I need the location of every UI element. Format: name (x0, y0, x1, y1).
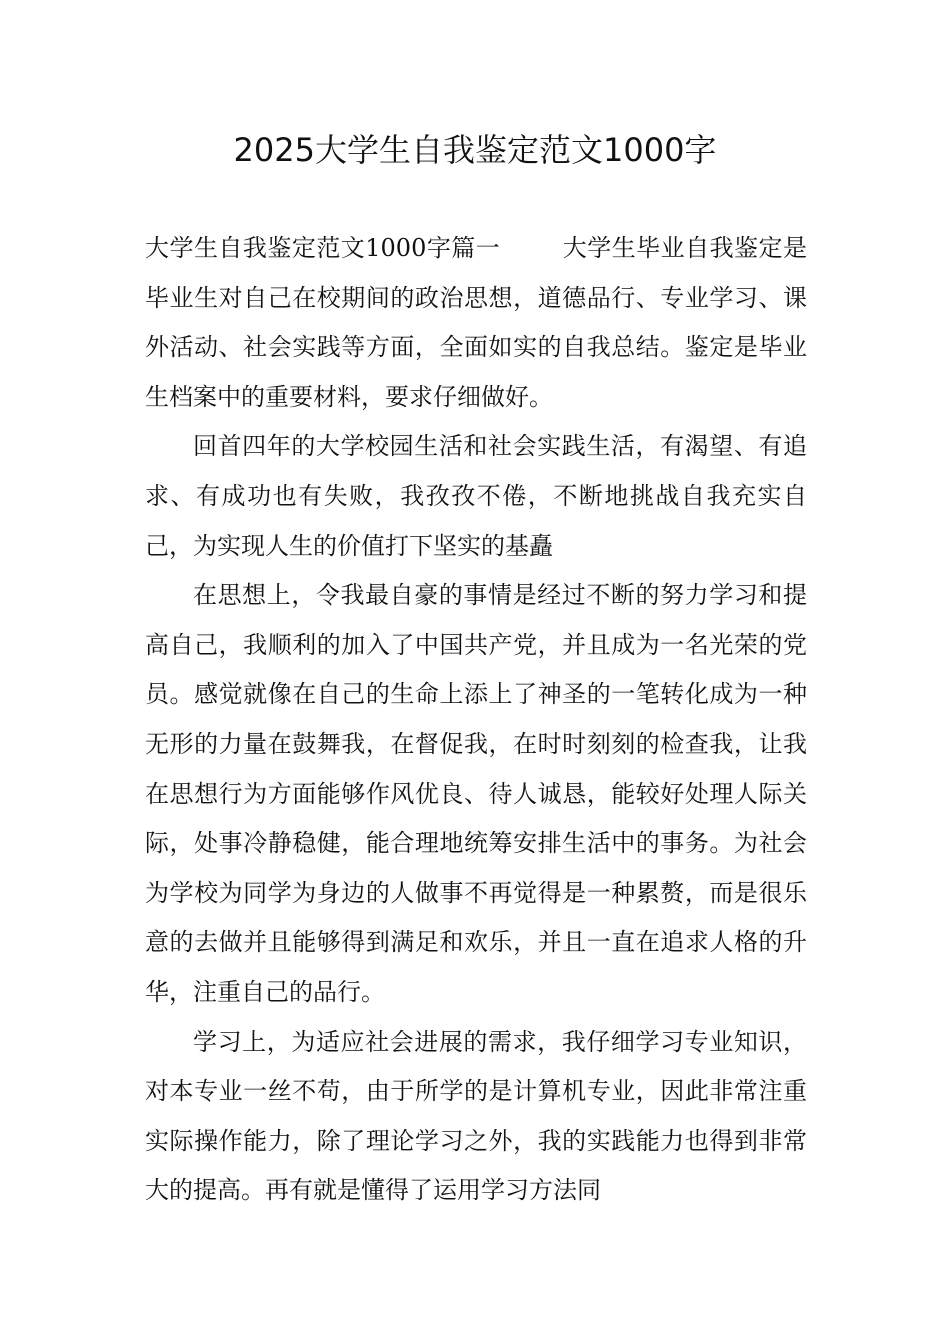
document-title: 2025大学生自我鉴定范文1000字 (233, 131, 717, 169)
paragraph-3: 在思想上，令我最自豪的事情是经过不断的努力学习和提高自己，我顺利的加入了中国共产党，并且成为一名光荣的党员。感觉就像在自己的生命上添上了神圣的一笔转化成为一种无形的力量在鼓舞我，在督促我，在时时刻刻的检查我，让我在思想行为方面能够作风优良、待人诚恳，能较好处理人际关际，处事冷静稳健，能合理地统筹安排生活中的事务。为社会为学校为同学为身边的人做事不再觉得是一种累赘，而是很乐意的去做并且能够得到满足和欢乐，并且一直在追求人格的升华，注重自己的品行。 (145, 581, 807, 1006)
section-heading: 大学生自我鉴定范文1000字篇一 (145, 234, 501, 262)
paragraph-4: 学习上，为适应社会进展的需求，我仔细学习专业知识，对本专业一丝不苟，由于所学的是计算机专业，因此非常注重实际操作能力，除了理论学习之外，我的实践能力也得到非常大的提高。再有就是懂得了运用学习方法同 (145, 1027, 807, 1205)
document-body (145, 224, 807, 1216)
paragraph-text: 大学生毕业自我鉴定是毕业生对自己在校期间的政治思想，道德品行、专业学习、课外活动、社会实践等方面，全面如实的自我总结。鉴定是毕业生档案中的重要材料，要求仔细做好。 (145, 234, 808, 411)
paragraph-1 (145, 224, 807, 422)
paragraph-2: 回首四年的大学校园生活和社会实践生活，有渴望、有追求、有成功也有失败，我孜孜不倦，不断地挑战自我充实自己，为实现人生的价值打下坚实的基矗 (145, 432, 807, 560)
